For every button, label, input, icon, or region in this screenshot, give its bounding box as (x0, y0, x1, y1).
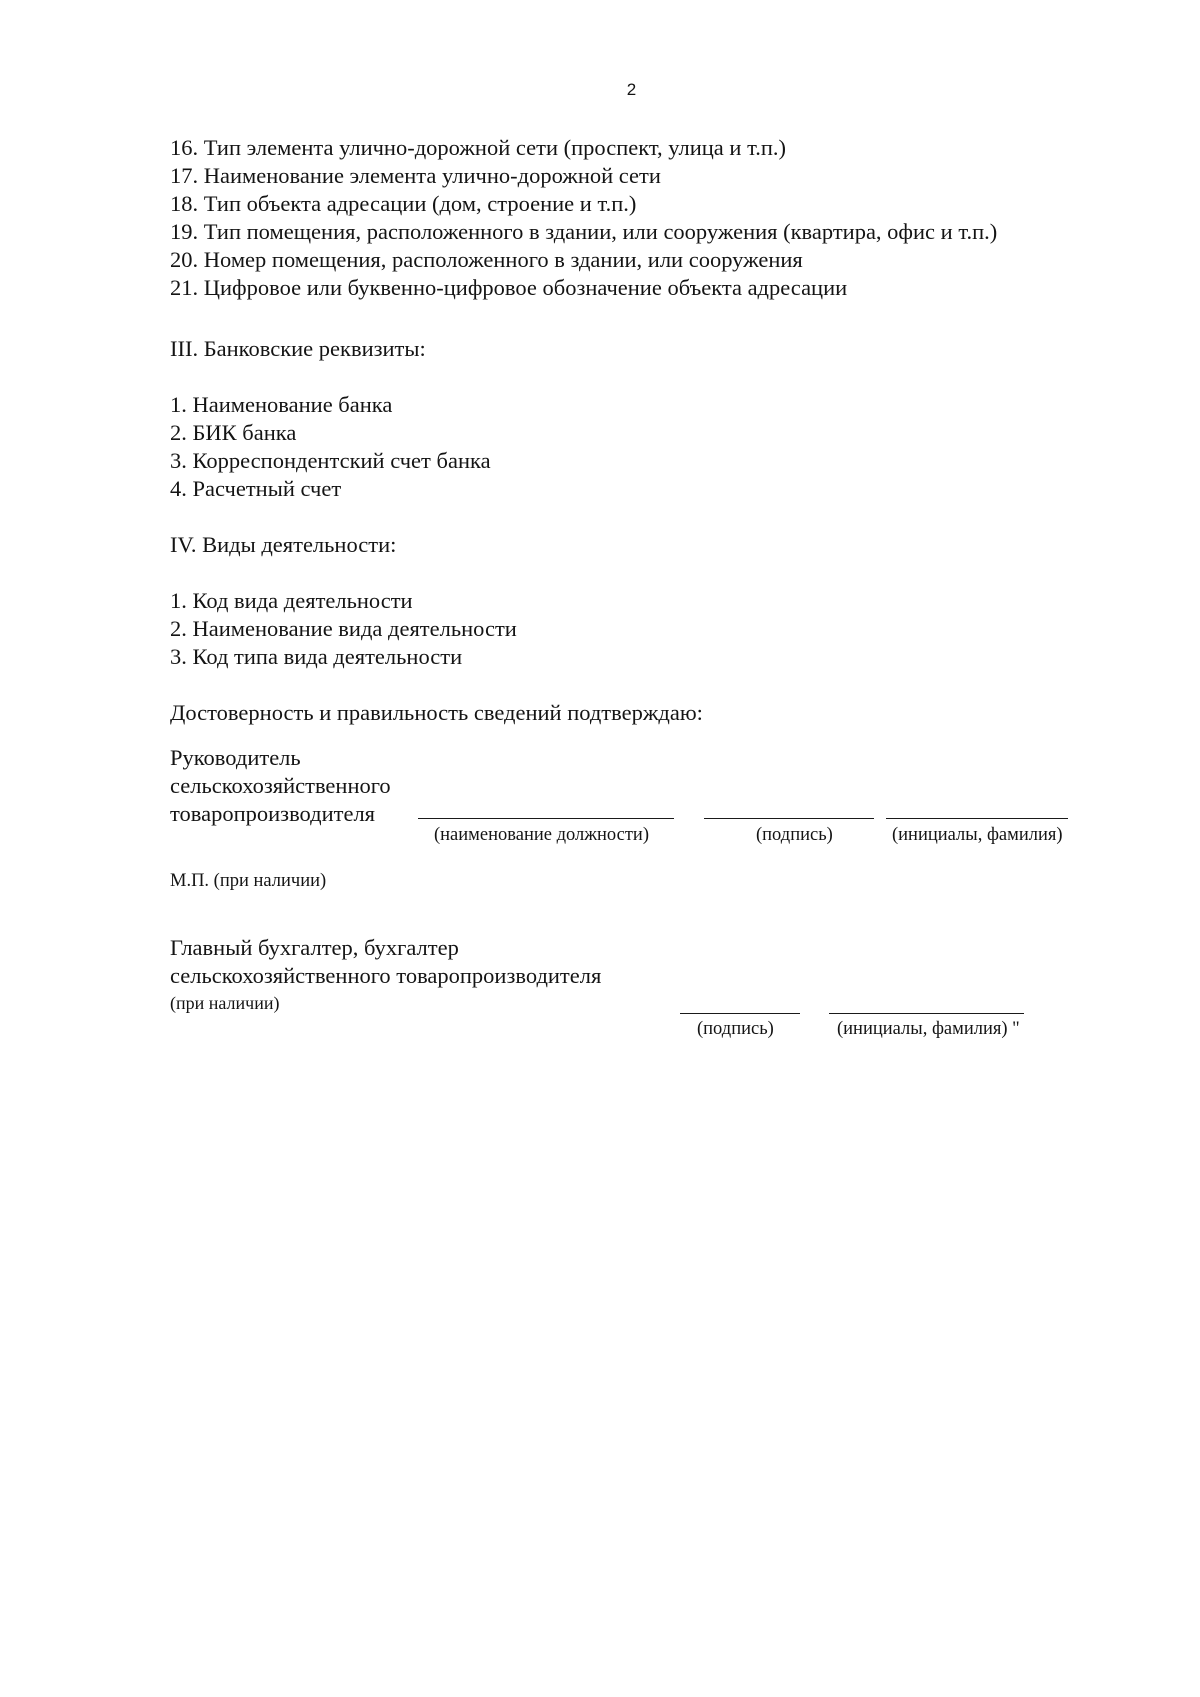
director-position-line (418, 818, 674, 819)
list-item: 2. Наименование вида деятельности (170, 616, 517, 641)
accountant-label (170, 934, 601, 990)
accountant-name-line (829, 1013, 1024, 1014)
accountant-label-line: Главный бухгалтер, бухгалтер (170, 935, 459, 960)
accountant-note: (при наличии) (170, 993, 280, 1013)
confirmation-text: Достоверность и правильность сведений подтверждаю: (170, 700, 703, 725)
list-item: 21. Цифровое или буквенно-цифровое обозначение объекта адресации (170, 275, 848, 300)
page-number: 2 (626, 80, 637, 99)
activity-section-heading: IV. Виды деятельности: (170, 532, 397, 557)
list-item: 16. Тип элемента улично-дорожной сети (проспект, улица и т.п.) (170, 135, 787, 160)
director-label-line: сельскохозяйственного (170, 773, 391, 798)
accountant-label-line: сельскохозяйственного товаропроизводителя (170, 963, 602, 988)
list-item: 2. БИК банка (170, 420, 297, 445)
list-item: 17. Наименование элемента улично-дорожной сети (170, 163, 661, 188)
director-signature-caption: (подпись) (756, 825, 833, 845)
bank-items-list (170, 391, 491, 503)
director-position-caption: (наименование должности) (434, 825, 649, 845)
director-label-line: товаропроизводителя (170, 801, 376, 826)
address-items-list (170, 134, 997, 302)
accountant-name-caption: (инициалы, фамилия) " (837, 1019, 1020, 1039)
director-label (170, 744, 391, 828)
director-name-caption: (инициалы, фамилия) (892, 825, 1063, 845)
accountant-signature-line (680, 1013, 800, 1014)
director-signature-line (704, 818, 874, 819)
list-item: 19. Тип помещения, расположенного в здании, или сооружения (квартира, офис и т.п.) (170, 219, 998, 244)
list-item: 1. Код вида деятельности (170, 588, 413, 613)
list-item: 4. Расчетный счет (170, 476, 342, 501)
activity-items-list (170, 587, 517, 671)
director-name-line (886, 818, 1068, 819)
list-item: 20. Номер помещения, расположенного в здании, или сооружения (170, 247, 803, 272)
bank-section-heading: III. Банковские реквизиты: (170, 336, 426, 361)
accountant-signature-caption: (подпись) (697, 1019, 774, 1039)
director-label-line: Руководитель (170, 745, 301, 770)
list-item: 1. Наименование банка (170, 392, 393, 417)
list-item: 18. Тип объекта адресации (дом, строение и т.п.) (170, 191, 637, 216)
list-item: 3. Корреспондентский счет банка (170, 448, 491, 473)
list-item: 3. Код типа вида деятельности (170, 644, 463, 669)
stamp-note: М.П. (при наличии) (170, 871, 327, 891)
